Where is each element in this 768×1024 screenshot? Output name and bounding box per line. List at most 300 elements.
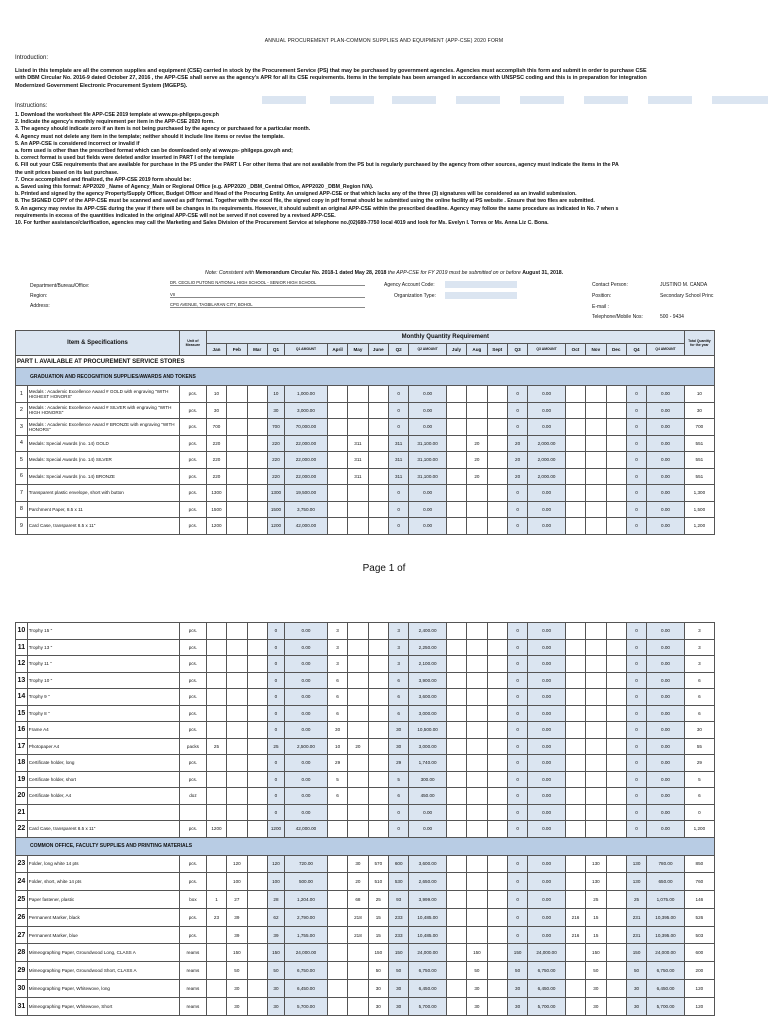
- month-qty-cell[interactable]: [606, 435, 626, 452]
- month-qty-cell[interactable]: [606, 771, 626, 788]
- month-qty-cell[interactable]: [247, 997, 267, 1015]
- month-qty-cell[interactable]: [227, 804, 247, 821]
- month-qty-cell[interactable]: [565, 788, 585, 805]
- month-qty-cell[interactable]: [368, 452, 388, 469]
- month-qty-cell[interactable]: [247, 485, 267, 502]
- month-qty-cell[interactable]: [446, 908, 466, 926]
- month-qty-cell[interactable]: [467, 402, 487, 419]
- month-qty-cell[interactable]: [368, 435, 388, 452]
- month-qty-cell[interactable]: 10: [206, 386, 226, 403]
- month-qty-cell[interactable]: [446, 804, 466, 821]
- month-qty-cell[interactable]: [586, 689, 606, 706]
- month-qty-cell[interactable]: [327, 804, 347, 821]
- month-qty-cell[interactable]: [446, 623, 466, 640]
- month-qty-cell[interactable]: [606, 672, 626, 689]
- month-qty-cell[interactable]: [467, 855, 487, 873]
- month-qty-cell[interactable]: [467, 804, 487, 821]
- month-qty-cell[interactable]: [368, 501, 388, 518]
- month-qty-cell[interactable]: [606, 452, 626, 469]
- month-qty-cell[interactable]: 130: [586, 855, 606, 873]
- month-qty-cell[interactable]: [227, 435, 247, 452]
- month-qty-cell[interactable]: [227, 419, 247, 436]
- month-qty-cell[interactable]: 50: [586, 962, 606, 980]
- month-qty-cell[interactable]: 50: [368, 962, 388, 980]
- month-qty-cell[interactable]: [467, 755, 487, 772]
- month-qty-cell[interactable]: [227, 672, 247, 689]
- month-qty-cell[interactable]: [487, 623, 507, 640]
- month-qty-cell[interactable]: [606, 997, 626, 1015]
- month-qty-cell[interactable]: [487, 804, 507, 821]
- month-qty-cell[interactable]: [206, 788, 226, 805]
- month-qty-cell[interactable]: [368, 656, 388, 673]
- month-qty-cell[interactable]: [586, 419, 606, 436]
- month-qty-cell[interactable]: [206, 722, 226, 739]
- month-qty-cell[interactable]: [487, 908, 507, 926]
- month-qty-cell[interactable]: 216: [565, 908, 585, 926]
- month-qty-cell[interactable]: [247, 419, 267, 436]
- month-qty-cell[interactable]: 30: [368, 980, 388, 998]
- month-qty-cell[interactable]: [227, 705, 247, 722]
- month-qty-cell[interactable]: [327, 501, 347, 518]
- month-qty-cell[interactable]: [348, 771, 368, 788]
- month-qty-cell[interactable]: [348, 485, 368, 502]
- agency-code-field[interactable]: [445, 281, 517, 288]
- month-qty-cell[interactable]: [348, 804, 368, 821]
- month-qty-cell[interactable]: 30: [206, 402, 226, 419]
- month-qty-cell[interactable]: [487, 639, 507, 656]
- month-qty-cell[interactable]: [565, 419, 585, 436]
- month-qty-cell[interactable]: [327, 980, 347, 998]
- month-qty-cell[interactable]: [565, 689, 585, 706]
- month-qty-cell[interactable]: [446, 672, 466, 689]
- month-qty-cell[interactable]: [348, 623, 368, 640]
- month-qty-cell[interactable]: [227, 386, 247, 403]
- month-qty-cell[interactable]: [206, 997, 226, 1015]
- month-qty-cell[interactable]: 220: [206, 435, 226, 452]
- month-qty-cell[interactable]: [247, 944, 267, 962]
- month-qty-cell[interactable]: [247, 855, 267, 873]
- month-qty-cell[interactable]: [586, 518, 606, 535]
- month-qty-cell[interactable]: [247, 452, 267, 469]
- month-qty-cell[interactable]: [467, 705, 487, 722]
- month-qty-cell[interactable]: 20: [348, 738, 368, 755]
- month-qty-cell[interactable]: [565, 873, 585, 891]
- month-qty-cell[interactable]: [586, 501, 606, 518]
- month-qty-cell[interactable]: [446, 997, 466, 1015]
- month-qty-cell[interactable]: [348, 962, 368, 980]
- month-qty-cell[interactable]: 1200: [206, 821, 226, 838]
- month-qty-cell[interactable]: 1500: [206, 501, 226, 518]
- month-qty-cell[interactable]: [467, 722, 487, 739]
- month-qty-cell[interactable]: [606, 656, 626, 673]
- month-qty-cell[interactable]: [227, 788, 247, 805]
- month-qty-cell[interactable]: [565, 435, 585, 452]
- month-qty-cell[interactable]: 311: [348, 468, 368, 485]
- month-qty-cell[interactable]: [606, 402, 626, 419]
- month-qty-cell[interactable]: [368, 419, 388, 436]
- month-qty-cell[interactable]: 25: [368, 891, 388, 909]
- month-qty-cell[interactable]: [487, 402, 507, 419]
- month-qty-cell[interactable]: [327, 855, 347, 873]
- month-qty-cell[interactable]: [368, 738, 388, 755]
- month-qty-cell[interactable]: [586, 452, 606, 469]
- month-qty-cell[interactable]: [487, 722, 507, 739]
- month-qty-cell[interactable]: [446, 962, 466, 980]
- month-qty-cell[interactable]: [327, 926, 347, 944]
- month-qty-cell[interactable]: [446, 639, 466, 656]
- month-qty-cell[interactable]: [227, 689, 247, 706]
- month-qty-cell[interactable]: 6: [327, 788, 347, 805]
- month-qty-cell[interactable]: [565, 485, 585, 502]
- month-qty-cell[interactable]: [586, 402, 606, 419]
- month-qty-cell[interactable]: 3: [327, 623, 347, 640]
- month-qty-cell[interactable]: [206, 639, 226, 656]
- month-qty-cell[interactable]: [467, 821, 487, 838]
- month-qty-cell[interactable]: [368, 821, 388, 838]
- month-qty-cell[interactable]: [247, 656, 267, 673]
- month-qty-cell[interactable]: 150: [586, 944, 606, 962]
- month-qty-cell[interactable]: 570: [368, 855, 388, 873]
- month-qty-cell[interactable]: [586, 623, 606, 640]
- month-qty-cell[interactable]: [446, 452, 466, 469]
- month-qty-cell[interactable]: 20: [467, 435, 487, 452]
- month-qty-cell[interactable]: [606, 804, 626, 821]
- month-qty-cell[interactable]: [487, 435, 507, 452]
- month-qty-cell[interactable]: [368, 402, 388, 419]
- month-qty-cell[interactable]: [606, 873, 626, 891]
- month-qty-cell[interactable]: [606, 623, 626, 640]
- month-qty-cell[interactable]: [247, 908, 267, 926]
- month-qty-cell[interactable]: [227, 821, 247, 838]
- month-qty-cell[interactable]: [565, 656, 585, 673]
- month-qty-cell[interactable]: [586, 485, 606, 502]
- month-qty-cell[interactable]: [487, 891, 507, 909]
- month-qty-cell[interactable]: [487, 386, 507, 403]
- month-qty-cell[interactable]: [247, 705, 267, 722]
- month-qty-cell[interactable]: 216: [565, 926, 585, 944]
- month-qty-cell[interactable]: [446, 419, 466, 436]
- month-qty-cell[interactable]: [565, 821, 585, 838]
- month-qty-cell[interactable]: [487, 873, 507, 891]
- month-qty-cell[interactable]: [446, 501, 466, 518]
- month-qty-cell[interactable]: [348, 755, 368, 772]
- month-qty-cell[interactable]: [247, 639, 267, 656]
- month-qty-cell[interactable]: [606, 755, 626, 772]
- month-qty-cell[interactable]: [606, 468, 626, 485]
- month-qty-cell[interactable]: [368, 705, 388, 722]
- month-qty-cell[interactable]: [227, 722, 247, 739]
- month-qty-cell[interactable]: [227, 623, 247, 640]
- month-qty-cell[interactable]: [606, 855, 626, 873]
- month-qty-cell[interactable]: [565, 771, 585, 788]
- month-qty-cell[interactable]: [348, 386, 368, 403]
- month-qty-cell[interactable]: [227, 485, 247, 502]
- month-qty-cell[interactable]: [247, 788, 267, 805]
- month-qty-cell[interactable]: [565, 980, 585, 998]
- month-qty-cell[interactable]: [586, 804, 606, 821]
- month-qty-cell[interactable]: [565, 452, 585, 469]
- month-qty-cell[interactable]: [446, 788, 466, 805]
- month-qty-cell[interactable]: 510: [368, 873, 388, 891]
- month-qty-cell[interactable]: [606, 980, 626, 998]
- month-qty-cell[interactable]: [487, 997, 507, 1015]
- month-qty-cell[interactable]: [348, 997, 368, 1015]
- month-qty-cell[interactable]: [327, 435, 347, 452]
- month-qty-cell[interactable]: [206, 980, 226, 998]
- month-qty-cell[interactable]: [565, 402, 585, 419]
- month-qty-cell[interactable]: [247, 518, 267, 535]
- month-qty-cell[interactable]: 1300: [206, 485, 226, 502]
- month-qty-cell[interactable]: [467, 656, 487, 673]
- month-qty-cell[interactable]: 30: [467, 980, 487, 998]
- month-qty-cell[interactable]: [446, 855, 466, 873]
- month-qty-cell[interactable]: [327, 402, 347, 419]
- month-qty-cell[interactable]: [227, 518, 247, 535]
- month-qty-cell[interactable]: [348, 705, 368, 722]
- month-qty-cell[interactable]: [247, 689, 267, 706]
- month-qty-cell[interactable]: 6: [327, 672, 347, 689]
- month-qty-cell[interactable]: 6: [327, 705, 347, 722]
- month-qty-cell[interactable]: [247, 755, 267, 772]
- month-qty-cell[interactable]: [487, 468, 507, 485]
- month-qty-cell[interactable]: [606, 738, 626, 755]
- month-qty-cell[interactable]: [227, 771, 247, 788]
- month-qty-cell[interactable]: [606, 722, 626, 739]
- month-qty-cell[interactable]: [327, 518, 347, 535]
- month-qty-cell[interactable]: [247, 771, 267, 788]
- month-qty-cell[interactable]: 23: [206, 908, 226, 926]
- month-qty-cell[interactable]: [348, 402, 368, 419]
- month-qty-cell[interactable]: [467, 926, 487, 944]
- month-qty-cell[interactable]: 100: [227, 873, 247, 891]
- month-qty-cell[interactable]: 150: [227, 944, 247, 962]
- month-qty-cell[interactable]: [348, 656, 368, 673]
- month-qty-cell[interactable]: 30: [467, 997, 487, 1015]
- month-qty-cell[interactable]: [487, 672, 507, 689]
- month-qty-cell[interactable]: [247, 738, 267, 755]
- month-qty-cell[interactable]: 120: [227, 855, 247, 873]
- month-qty-cell[interactable]: [247, 672, 267, 689]
- month-qty-cell[interactable]: [606, 962, 626, 980]
- month-qty-cell[interactable]: 20: [348, 873, 368, 891]
- month-qty-cell[interactable]: [327, 891, 347, 909]
- month-qty-cell[interactable]: [606, 891, 626, 909]
- month-qty-cell[interactable]: [467, 501, 487, 518]
- month-qty-cell[interactable]: [368, 755, 388, 772]
- month-qty-cell[interactable]: [565, 386, 585, 403]
- month-qty-cell[interactable]: [467, 419, 487, 436]
- month-qty-cell[interactable]: [606, 639, 626, 656]
- month-qty-cell[interactable]: 15: [586, 926, 606, 944]
- month-qty-cell[interactable]: 30: [227, 980, 247, 998]
- month-qty-cell[interactable]: [247, 962, 267, 980]
- month-qty-cell[interactable]: [446, 821, 466, 838]
- month-qty-cell[interactable]: [565, 722, 585, 739]
- month-qty-cell[interactable]: [247, 891, 267, 909]
- month-qty-cell[interactable]: [348, 788, 368, 805]
- month-qty-cell[interactable]: [606, 485, 626, 502]
- month-qty-cell[interactable]: [446, 386, 466, 403]
- month-qty-cell[interactable]: [247, 980, 267, 998]
- month-qty-cell[interactable]: [565, 997, 585, 1015]
- month-qty-cell[interactable]: [227, 755, 247, 772]
- month-qty-cell[interactable]: [206, 962, 226, 980]
- month-qty-cell[interactable]: 15: [368, 908, 388, 926]
- month-qty-cell[interactable]: [487, 705, 507, 722]
- month-qty-cell[interactable]: [467, 672, 487, 689]
- month-qty-cell[interactable]: [327, 485, 347, 502]
- month-qty-cell[interactable]: [565, 501, 585, 518]
- month-qty-cell[interactable]: [565, 891, 585, 909]
- month-qty-cell[interactable]: [368, 639, 388, 656]
- month-qty-cell[interactable]: [368, 672, 388, 689]
- month-qty-cell[interactable]: [446, 738, 466, 755]
- month-qty-cell[interactable]: [247, 402, 267, 419]
- month-qty-cell[interactable]: [586, 656, 606, 673]
- month-qty-cell[interactable]: [368, 485, 388, 502]
- month-qty-cell[interactable]: [446, 722, 466, 739]
- month-qty-cell[interactable]: [586, 755, 606, 772]
- month-qty-cell[interactable]: [348, 639, 368, 656]
- month-qty-cell[interactable]: [487, 980, 507, 998]
- month-qty-cell[interactable]: [446, 873, 466, 891]
- month-qty-cell[interactable]: [586, 705, 606, 722]
- month-qty-cell[interactable]: [446, 980, 466, 998]
- month-qty-cell[interactable]: [586, 722, 606, 739]
- month-qty-cell[interactable]: [446, 705, 466, 722]
- month-qty-cell[interactable]: 25: [206, 738, 226, 755]
- month-qty-cell[interactable]: [206, 804, 226, 821]
- month-qty-cell[interactable]: [206, 771, 226, 788]
- month-qty-cell[interactable]: [487, 788, 507, 805]
- month-qty-cell[interactable]: [247, 926, 267, 944]
- month-qty-cell[interactable]: [247, 623, 267, 640]
- month-qty-cell[interactable]: [446, 689, 466, 706]
- month-qty-cell[interactable]: [565, 468, 585, 485]
- month-qty-cell[interactable]: 150: [368, 944, 388, 962]
- month-qty-cell[interactable]: [487, 855, 507, 873]
- month-qty-cell[interactable]: [565, 672, 585, 689]
- month-qty-cell[interactable]: [606, 926, 626, 944]
- month-qty-cell[interactable]: [586, 639, 606, 656]
- month-qty-cell[interactable]: [487, 501, 507, 518]
- month-qty-cell[interactable]: [227, 656, 247, 673]
- month-qty-cell[interactable]: [487, 518, 507, 535]
- month-qty-cell[interactable]: 150: [467, 944, 487, 962]
- month-qty-cell[interactable]: [206, 705, 226, 722]
- month-qty-cell[interactable]: [606, 501, 626, 518]
- month-qty-cell[interactable]: [446, 518, 466, 535]
- month-qty-cell[interactable]: 68: [348, 891, 368, 909]
- month-qty-cell[interactable]: [368, 722, 388, 739]
- month-qty-cell[interactable]: [606, 518, 626, 535]
- month-qty-cell[interactable]: 30: [586, 997, 606, 1015]
- month-qty-cell[interactable]: [565, 755, 585, 772]
- month-qty-cell[interactable]: 29: [327, 755, 347, 772]
- month-qty-cell[interactable]: 220: [206, 452, 226, 469]
- month-qty-cell[interactable]: [565, 804, 585, 821]
- month-qty-cell[interactable]: [487, 656, 507, 673]
- month-qty-cell[interactable]: [368, 788, 388, 805]
- month-qty-cell[interactable]: [446, 944, 466, 962]
- month-qty-cell[interactable]: 50: [227, 962, 247, 980]
- month-qty-cell[interactable]: [247, 468, 267, 485]
- month-qty-cell[interactable]: 27: [227, 891, 247, 909]
- month-qty-cell[interactable]: [247, 435, 267, 452]
- month-qty-cell[interactable]: 30: [327, 722, 347, 739]
- month-qty-cell[interactable]: [327, 944, 347, 962]
- month-qty-cell[interactable]: [467, 623, 487, 640]
- month-qty-cell[interactable]: [227, 639, 247, 656]
- month-qty-cell[interactable]: [247, 501, 267, 518]
- month-qty-cell[interactable]: 10: [327, 738, 347, 755]
- month-qty-cell[interactable]: [487, 738, 507, 755]
- month-qty-cell[interactable]: [565, 962, 585, 980]
- month-qty-cell[interactable]: [247, 873, 267, 891]
- month-qty-cell[interactable]: 15: [586, 908, 606, 926]
- month-qty-cell[interactable]: [348, 980, 368, 998]
- month-qty-cell[interactable]: 5: [327, 771, 347, 788]
- month-qty-cell[interactable]: [368, 623, 388, 640]
- month-qty-cell[interactable]: [446, 435, 466, 452]
- month-qty-cell[interactable]: [227, 402, 247, 419]
- month-qty-cell[interactable]: [348, 689, 368, 706]
- month-qty-cell[interactable]: [446, 468, 466, 485]
- month-qty-cell[interactable]: [206, 944, 226, 962]
- month-qty-cell[interactable]: [467, 485, 487, 502]
- month-qty-cell[interactable]: [368, 468, 388, 485]
- month-qty-cell[interactable]: [565, 518, 585, 535]
- month-qty-cell[interactable]: [446, 755, 466, 772]
- month-qty-cell[interactable]: [487, 755, 507, 772]
- month-qty-cell[interactable]: 30: [227, 997, 247, 1015]
- month-qty-cell[interactable]: [487, 419, 507, 436]
- month-qty-cell[interactable]: [586, 738, 606, 755]
- month-qty-cell[interactable]: 50: [467, 962, 487, 980]
- month-qty-cell[interactable]: [606, 689, 626, 706]
- month-qty-cell[interactable]: [446, 485, 466, 502]
- month-qty-cell[interactable]: [606, 386, 626, 403]
- month-qty-cell[interactable]: [446, 926, 466, 944]
- month-qty-cell[interactable]: [487, 821, 507, 838]
- month-qty-cell[interactable]: [586, 821, 606, 838]
- month-qty-cell[interactable]: [467, 518, 487, 535]
- month-qty-cell[interactable]: [565, 705, 585, 722]
- month-qty-cell[interactable]: [247, 804, 267, 821]
- month-qty-cell[interactable]: [206, 873, 226, 891]
- month-qty-cell[interactable]: 30: [586, 980, 606, 998]
- month-qty-cell[interactable]: [206, 672, 226, 689]
- month-qty-cell[interactable]: 130: [586, 873, 606, 891]
- month-qty-cell[interactable]: [565, 623, 585, 640]
- month-qty-cell[interactable]: [565, 944, 585, 962]
- month-qty-cell[interactable]: 3: [327, 656, 347, 673]
- month-qty-cell[interactable]: 30: [368, 997, 388, 1015]
- month-qty-cell[interactable]: [206, 656, 226, 673]
- month-qty-cell[interactable]: [206, 689, 226, 706]
- month-qty-cell[interactable]: [565, 639, 585, 656]
- month-qty-cell[interactable]: [487, 771, 507, 788]
- month-qty-cell[interactable]: [606, 821, 626, 838]
- month-qty-cell[interactable]: [487, 689, 507, 706]
- month-qty-cell[interactable]: [348, 501, 368, 518]
- month-qty-cell[interactable]: [586, 386, 606, 403]
- month-qty-cell[interactable]: [348, 821, 368, 838]
- month-qty-cell[interactable]: [327, 468, 347, 485]
- month-qty-cell[interactable]: [446, 402, 466, 419]
- month-qty-cell[interactable]: [327, 821, 347, 838]
- org-type-field[interactable]: [445, 292, 517, 299]
